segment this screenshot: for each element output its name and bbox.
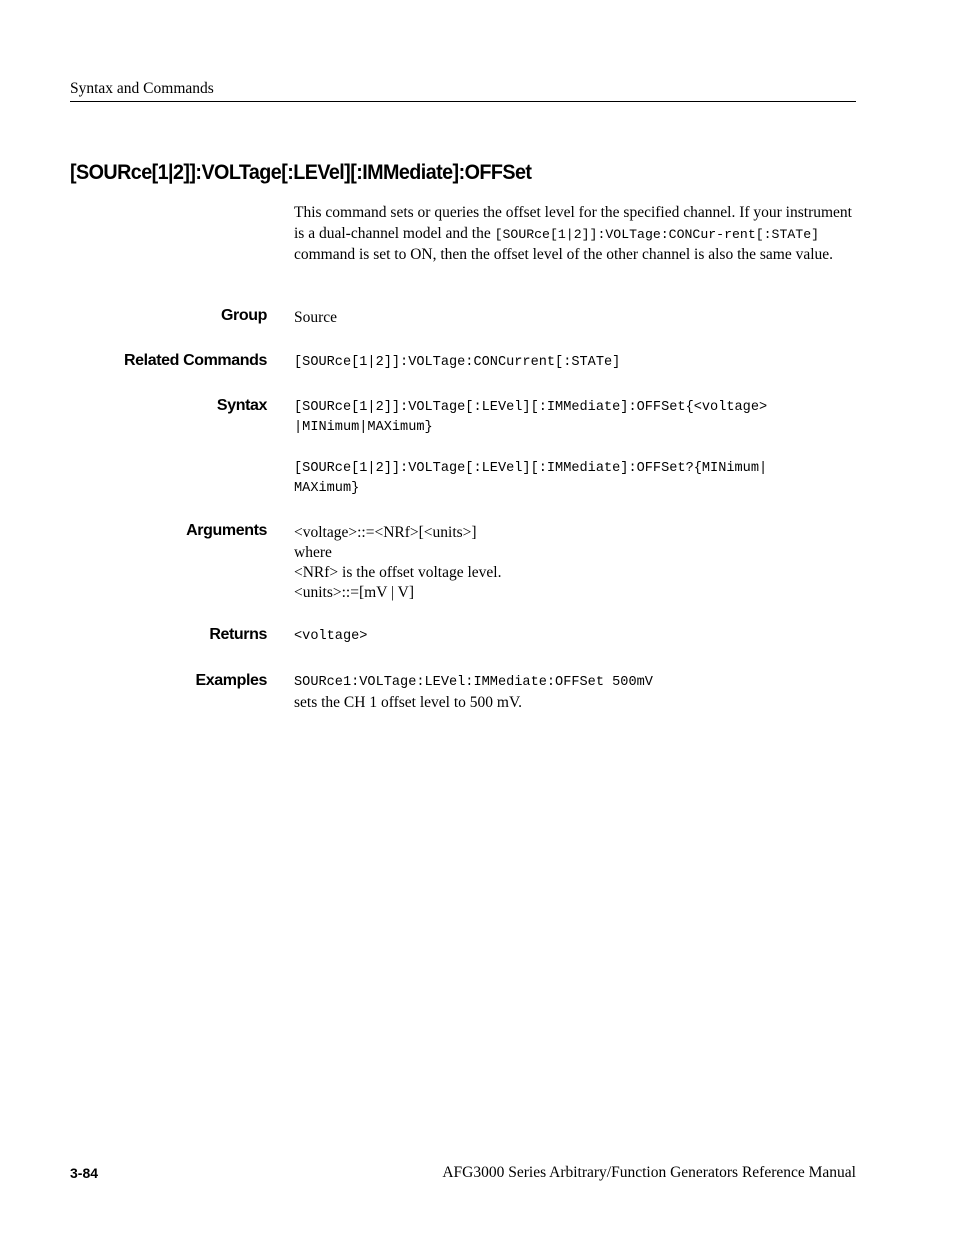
header-rule: [70, 101, 856, 102]
returns-label: Returns: [209, 626, 267, 643]
syntax-gap: [294, 438, 856, 459]
example-explanation: sets the CH 1 offset level to 500 mV.: [294, 694, 523, 711]
syntax-label: Syntax: [216, 397, 267, 414]
manual-title: AFG3000 Series Arbitrary/Function Generators Reference Manual: [442, 1164, 856, 1181]
description-text-1: This command sets or queries the offset level for the specified channel. If your instrument is a dual-channel model and the: [294, 204, 852, 242]
syntax-set-line-2: |MINimum|MAXimum}: [294, 420, 433, 435]
description-text-2: command is set to ON, then the offset level of the other channel is also the same value.: [294, 246, 834, 263]
page-number: 3-84: [70, 1165, 99, 1181]
argument-line: <NRf> is the offset voltage level.: [294, 564, 502, 581]
example-code: SOURce1:VOLTage:LEVel:IMMediate:OFFSet 500mV: [294, 675, 653, 690]
group-text: Source: [294, 309, 338, 326]
related-commands-value: [294, 353, 856, 373]
group-label: Group: [221, 307, 267, 324]
arguments-block: [294, 523, 856, 603]
argument-line: <units>::=[mV | V]: [294, 584, 415, 601]
examples-block: [294, 673, 856, 713]
description-code: [SOURce[1|2]]:VOLTage:CONCur-rent[:STATe]: [494, 226, 820, 242]
syntax-block: [294, 398, 856, 499]
returns-block: [294, 627, 856, 647]
syntax-query-line-1: [SOURce[1|2]]:VOLTage[:LEVel][:IMMediate]:OFFSet?{MINimum|: [294, 461, 768, 476]
command-description: [294, 203, 856, 266]
arguments-label: Arguments: [186, 522, 267, 539]
running-header: Syntax and Commands: [70, 80, 214, 97]
examples-label: Examples: [195, 672, 267, 689]
group-value: [294, 308, 856, 328]
argument-line: where: [294, 544, 332, 561]
argument-line: <voltage>::=<NRf>[<units>]: [294, 524, 477, 541]
command-title: [SOURce[1|2]]:VOLTage[:LEVel][:IMMediate]:OFFSet: [70, 161, 532, 184]
syntax-query-line-2: MAXimum}: [294, 481, 360, 496]
syntax-set-line-1: [SOURce[1|2]]:VOLTage[:LEVel][:IMMediate]:OFFSet{<voltage>: [294, 400, 768, 415]
related-command-code: [SOURce[1|2]]:VOLTage:CONCurrent[:STATe]: [294, 355, 621, 370]
returns-code: <voltage>: [294, 629, 368, 644]
related-commands-label: Related Commands: [124, 352, 267, 369]
